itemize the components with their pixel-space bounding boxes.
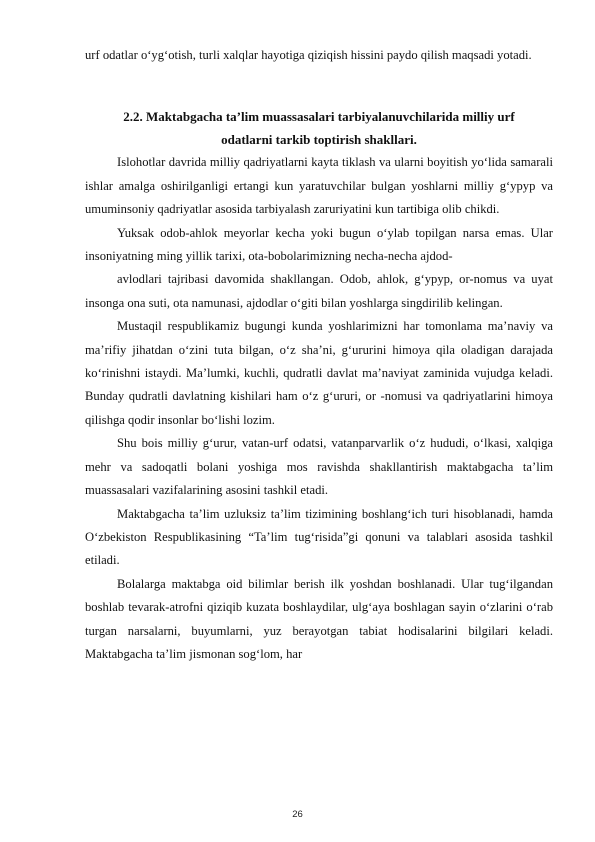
document-page	[85, 44, 553, 666]
paragraph: Yuksak odob-ahlok meyorlar kecha yoki bugun o‘ylab topilgan narsa emas. Ular insoniyatning ming yillik tarixi, ota-bobolarimizning necha-necha ajdod-	[85, 225, 553, 264]
page-number: 26	[292, 809, 303, 820]
section-heading	[85, 105, 553, 151]
paragraph: Mustaqil respublikamiz bugungi kunda yoshlarimizni har tomonlama ma’naviy va ma’rifiy jihatdan o‘zini tuta bilgan, o‘z sha’ni, g‘ururini himoya qila oladigan darajada ko‘rinishni istaydi. Ma’lumki, kuchli, qudratli davlat ma’naviyat zaminida vujudga keladi. Bunday qudratli davlatning kishilari ham o‘z g‘ururi, or -nomusi va qadriyatlarini himoya qilishga qodir insonlar bo‘lishi lozim.	[85, 319, 553, 427]
section-heading-line-1: 2.2. Maktabgacha ta’lim muassasalari tarbiyalanuvchilarida milliy urf	[123, 109, 515, 125]
paragraph: Shu bois milliy g‘urur, vatan-urf odatsi, vatanparvarlik o‘z hududi, o‘lkasi, xalqiga mehr va sadoqatli bolani yoshiga mos ravishda shakllantirish maktabgacha ta’lim muassasalari vazifalarining asosini tashkil etadi.	[85, 436, 553, 498]
paragraph: Islohotlar davrida milliy qadriyatlarni kayta tiklash va ularni boyitish yo‘lida samarali ishlar amalga oshirilganligi ertangi kun yaratuvchilar bulgan yoshlarni milliy g‘ypyp va umuminsoniy qadriyatlar asosida tarbiyalash zaruriyatini kun tartibiga olib chikdi.	[85, 155, 553, 217]
paragraph: Bolalarga maktabga oid bilimlar berish ilk yoshdan boshlanadi. Ular tug‘ilgandan boshlab tevarak-atrofni qiziqib kuzata boshlaydilar, ulg‘aya boshlagan sayin o‘zlarini o‘rab turgan narsalarni, buyumlarni, yuz berayotgan tabiat hodisalarini bilgilari keladi. Maktabgacha ta’lim jismonan sog‘lom, har	[85, 576, 553, 661]
paragraph: avlodlari tajribasi davomida shakllangan. Odob, ahlok, g‘ypyp, or-nomus va uyat insonga ona suti, ota namunasi, ajdodlar o‘giti bilan yoshlarga singdirilib kelingan.	[85, 272, 553, 310]
paragraph: Maktabgacha ta’lim uzluksiz ta’lim tizimining boshlang‘ich turi hisoblanadi, hamda O‘zbekiston Respublikasining “Ta’lim tug‘risida”gi qonuni va talablari asosida tashkil etiladi.	[85, 506, 553, 568]
paragraph-intro: urf odatlar o‘yg‘otish, turli xalqlar hayotiga qiziqish hissini paydo qilish maqsadi yotadi.	[85, 48, 532, 62]
section-heading-line-2: odatlarni tarkib toptirish shakllari.	[221, 132, 417, 148]
